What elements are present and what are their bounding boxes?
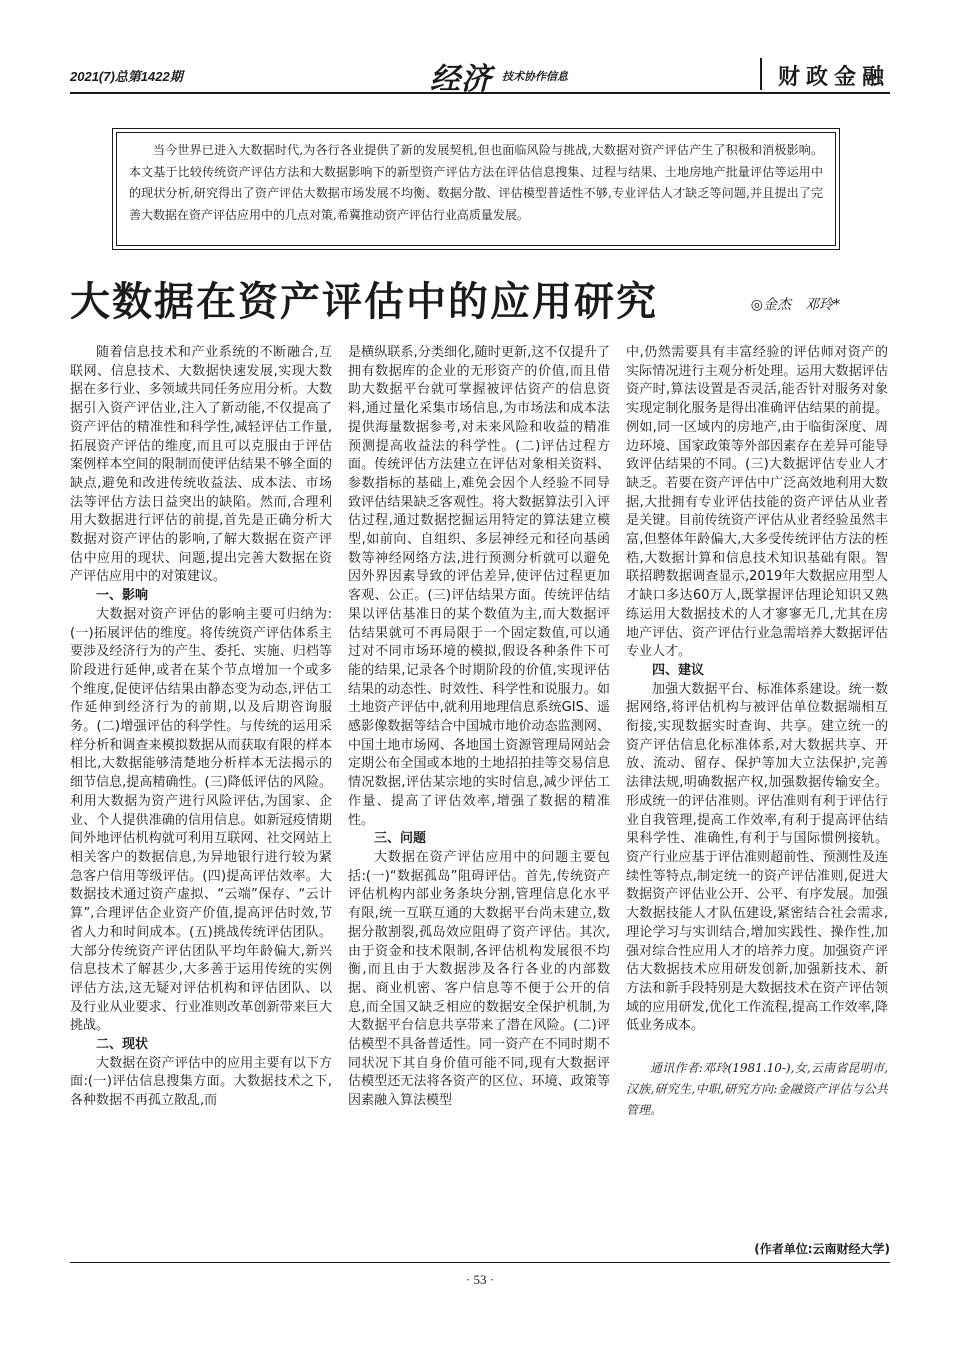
author-affiliation: (作者单位:云南财经大学): [754, 1242, 890, 1256]
header-rule: [70, 92, 890, 94]
page-number: · 53 ·: [465, 1272, 495, 1287]
article-title: 大数据在资产评估中的应用研究: [70, 279, 658, 325]
status-paragraph-start: 大数据在资产评估中的应用主要有以下方面:(一)评估信息搜集方面。大数据技术之下,各种数据不再孤立散乱,而: [70, 1055, 332, 1109]
suggestions-paragraph: 加强大数据平台、标准体系建设。统一数据网络,将评估机构与被评估单位数据端相互衔接,实现数据实时查询、共享。建立统一的资产评估信息化标准体系,对大数据共享、开放、流动、留存、保护等加大立法保护,完善法律法规,明确数据产权,加强数据传输安全。形成统一的评估准则。评估准则有利于评估行业自我管理,提高工作效率,有利于提高评估结果科学性、准确性,有利于与国际惯例接轨。资产行业应基于评估准则超前性、预测性及连续性等特点,制定统一的资产评估准则,促进大数据资产评估业公开、公平、有序发展。加强大数据技能人才队伍建设,紧密结合社会需求,理论学习与实训结合,增加实践性、操作性,加强对综合性应用人才的培养力度。加强资产评估大数据技术应用研发创新,加强新技术、新方法和新手段特别是大数据技术在资产评估领域的应用研发,优化工作流程,提高工作效率,降低业务成本。: [626, 681, 888, 1034]
problems-paragraph-start: 大数据在资产评估应用中的问题主要包括:(一)“数据孤岛”阻碍评估。首先,传统资产评估机构内部业务条块分割,管理信息化水平有限,统一互联互通的大数据平台尚未建立,数据分散割裂,孤岛效应阻碍了资产评估。其次,由于资金和技术限制,各评估机构发展很不均衡,而且由于大数据涉及各行各业的内部数据、商业机密、客户信息等不便于公开的信息,而全国又缺乏相应的数据安全保护机制,为大数据平台信息共享带来了潜在风险。(二)评估模型不具备普适性。同一资产在不同时期不同状况下其自身价值可能不同,现有大数据评估模型还无法将各资产的区位、环境、政策等因素融入算法模型: [348, 849, 610, 1109]
column-2: [348, 344, 610, 1200]
issue-label: 2021(7)总第1422期: [70, 69, 183, 84]
corresponding-author-info: 通讯作者:邓玲(1981.10-),女,云南省昆明市,汉族,研究生,中职,研究方向:金融资产评估与公共管理。: [626, 1061, 888, 1118]
status-paragraph-continued: 是横纵联系,分类细化,随时更新,这不仅提升了拥有数据库的企业的无形资产的价值,而且借助大数据平台就可掌握被评估资产的信息资料,通过量化采集市场信息,为市场法和成本法提供海量数据参考,对未来风险和收益的精准预测提高收益法的科学性。(二)评估过程方面。传统评估方法建立在评估对象相关资料、参数指标的基础上,难免会因个人经验不同导致评估结果缺乏客观性。将大数据算法引入评估过程,通过数据挖掘运用特定的算法建立模型,如前向、自组织、多层神经元和径向基函数等神经网络方法,进行预测分析就可以避免因外界因素导致的评估差异,使评估过程更加客观、公正。(三)评估结果方面。传统评估结果以评估基准日的某个数值为主,而大数据评估结果就可不再局限于一个固定数值,可以通过对不同市场环境的模拟,假设各种条件下可能的结果,记录各个时期阶段的价值,实现评估结果的动态性、时效性、科学性和说服力。如土地资产评估中,就利用地理信息系统GIS、遥感影像数据等结合中国城市地价动态监测网、中国土地市场网、各地国土资源管理局网站会定期公布全国或本地的土地招拍挂等交易信息情况数据,评估某宗地的实时信息,减少评估工作量、提高了评估效率,增强了数据的精准性。: [348, 345, 610, 828]
problems-paragraph-continued: 中,仍然需要具有丰富经验的评估师对资产的实际情况进行主观分析处理。运用大数据评估资产时,算法设置是否灵活,能否针对服务对象实现定制化服务是得出准确评估结果的前提。例如,同一区域内的房地产,由于临街深度、周边环境、国家政策等外部因素存在差异可能导致评估结果的不同。(三)大数据评估专业人才缺乏。若要在资产评估中广泛高效地利用大数据,大批拥有专业评估技能的资产评估从业者是关键。目前传统资产评估从业者经验虽然丰富,但整体年龄偏大,大多受传统评估方法的桎梏,大数据计算和信息技术知识基础有限。智联招聘数据调查显示,2019年大数据应用型人才缺口多达60万人,既掌握评估理论知识又熟练运用大数据技术的人才寥寥无几,尤其在房地产评估、资产评估行业急需培养大数据评估专业人才。: [626, 345, 888, 660]
article-authors: ◎金杰 邓玲*: [750, 297, 840, 313]
section-heading-status: 二、现状: [96, 1037, 149, 1053]
intro-paragraph: 随着信息技术和产业系统的不断融合,互联网、信息技术、大数据快速发展,实现大数据在多行业、多领域共同任务应用分析。大数据引入资产评估业,注入了新动能,不仅提高了资产评估的精准性和科学性,减轻评估工作量,拓展资产评估的维度,而且可以克服由于评估案例样本空间的限制而使评估结果不够全面的缺点,避免和改进传统收益法、成本法、市场法等评估方法日益突出的缺陷。然而,合理利用大数据进行评估的前提,首先是正确分析大数据对资产评估的影响,了解大数据在资产评估中应用的现状、问题,提出完善大数据在资产评估应用中的对策建议。: [70, 345, 332, 585]
section-heading-suggestions: 四、建议: [652, 662, 705, 678]
section-divider: [760, 58, 762, 90]
section-name: 财政金融: [777, 64, 890, 90]
page-header: [70, 58, 890, 97]
impact-paragraph: 大数据对资产评估的影响主要可归纳为:(一)拓展评估的维度。将传统资产评估体系主要涉及经济行为的产生、委托、实施、归档等阶段进行延伸,或者在某个节点增加一个或多个维度,促使评估结果由静态变为动态,评估工作延伸到经济行为的前期,以及后期咨询服务。(二)增强评估的科学性。与传统的运用采样分析和调查来模拟数据从而获取有限的样本相比,大数据能够清楚地分析样本无法揭示的细节信息,提高精确性。(三)降低评估的风险。利用大数据为资产进行风险评估,为国家、企业、个人提供准确的信用信息。如新冠疫情期间外地评估机构就可利用互联网、社交网站上相关客户的数据信息,为异地银行进行较为紧急客户信用等级评估。(四)提高评估效率。大数据技术通过资产虚拟、“云端”保存、“云计算”,合理评估企业资产价值,提高评估时效,节省人力和时间成本。(五)挑战传统评估团队。大部分传统资产评估团队平均年龄偏大,新兴信息技术了解甚少,大多善于运用传统的实例评估方法,这无疑对评估机构和评估团队、以及行业从业要求、行业准则改革创新带来巨大挑战。: [70, 606, 332, 1034]
journal-logo: 经济: [430, 62, 492, 97]
journal-subtitle: 技术协作信息: [502, 70, 568, 83]
footer-rule: [70, 1262, 890, 1263]
article-body: [70, 344, 890, 1200]
column-3: [626, 344, 888, 1200]
section-heading-problems: 三、问题: [374, 831, 427, 847]
section-heading-impact: 一、影响: [96, 588, 149, 604]
abstract-text: 当今世界已进入大数据时代,为各行各业提供了新的发展契机,但也面临风险与挑战,大数据对资产评估产生了积极和消极影响。本文基于比较传统资产评估方法和大数据影响下的新型资产评估方法在评估信息搜集、过程与结果、土地房地产批量评估等运用中的现状分析,研究得出了资产评估大数据市场发展不均衡、数据分散、评估模型普适性不够,专业评估人才缺乏等问题,并且提出了完善大数据在资产评估应用中的几点对策,希冀推动资产评估行业高质量发展。: [116, 132, 836, 246]
abstract-box: [112, 128, 840, 250]
column-1: [70, 344, 332, 1200]
